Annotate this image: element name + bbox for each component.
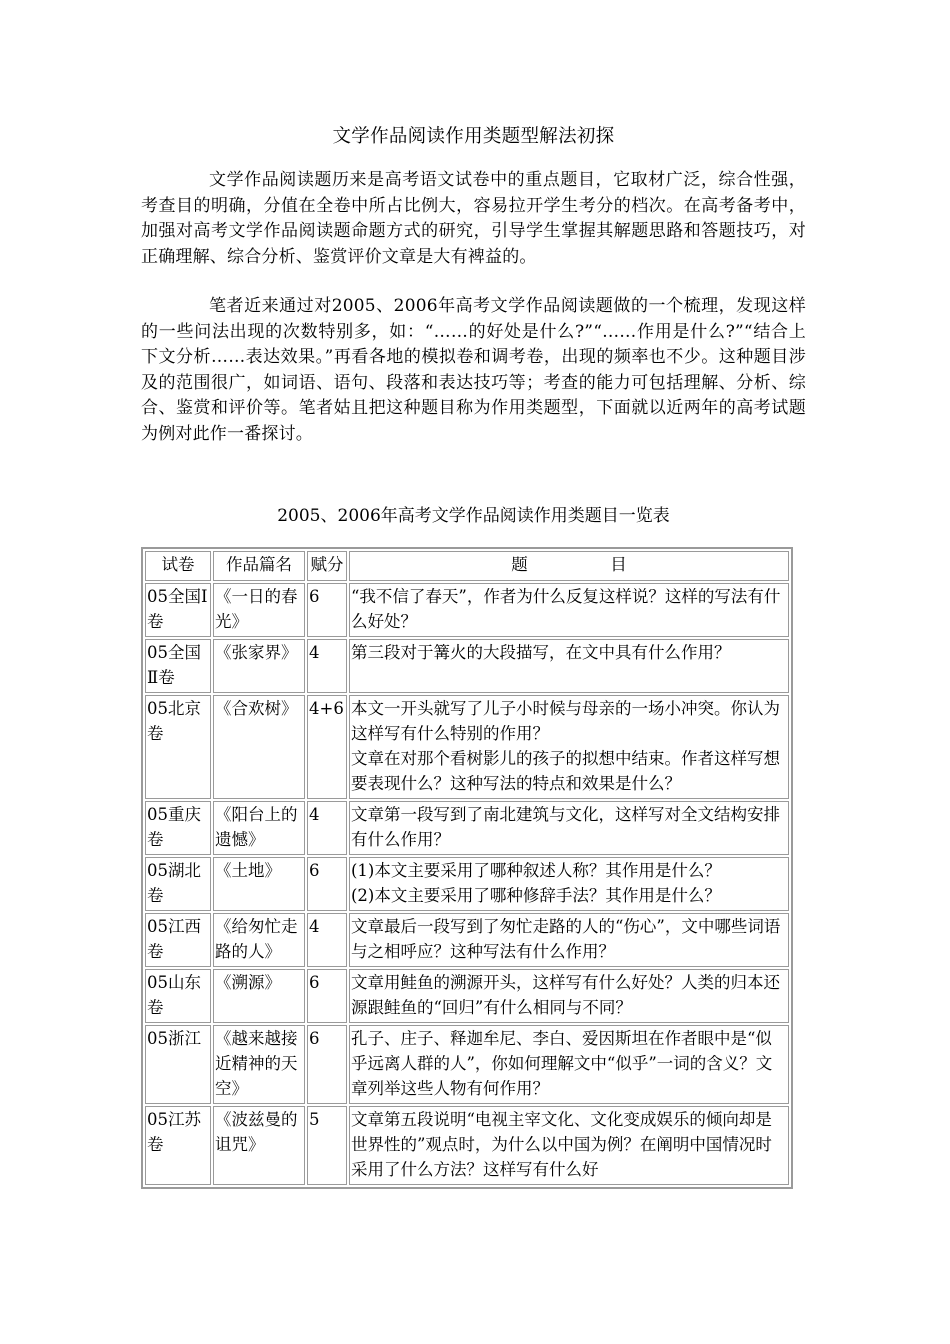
cell-score: 6	[307, 1025, 347, 1104]
table-row	[145, 857, 789, 911]
cell-work: 《合欢树》	[213, 695, 305, 799]
cell-questions	[349, 857, 789, 911]
cell-questions	[349, 1106, 789, 1185]
question-text: 文章最后一段写到了匆忙走路的人的“伤心”，文中哪些词语与之相呼应？这种写法有什么作用？	[351, 917, 781, 961]
header-questions: 题 目	[349, 551, 789, 581]
cell-score: 4	[307, 801, 347, 855]
question-text: (1)本文主要采用了哪种叙述人称？其作用是什么？	[351, 861, 721, 880]
table-row	[145, 695, 789, 799]
cell-questions	[349, 695, 789, 799]
table-caption: 2005、2006年高考文学作品阅读作用类题目一览表	[277, 506, 670, 526]
cell-work: 《一日的春光》	[213, 583, 305, 637]
cell-paper: 05全国Ⅱ卷	[145, 639, 211, 693]
cell-work: 《越来越接近精神的天空》	[213, 1025, 305, 1104]
question-text: 第三段对于篝火的大段描写，在文中具有什么作用？	[351, 643, 731, 662]
paragraph-overview: 笔者近来通过对2005、2006年高考文学作品阅读题做的一个梳理，发现这样的一些问法出现的次数特别多，如：“……的好处是什么?”“……作用是什么?”“结合上下文分析……表达效果。”再看各地的模拟卷和调考卷，出现的频率也不少。这种题目涉及的范围很广，如词语、语句、段落和表达技巧等；考查的能力可包括理解、分析、综合、鉴赏和评价等。笔者姑且把这种题目称为作用类题型，下面就以近两年的高考试题为例对此作一番探讨。	[141, 296, 806, 444]
table-row	[145, 1106, 789, 1185]
cell-work: 《波兹曼的诅咒》	[213, 1106, 305, 1185]
cell-questions	[349, 583, 789, 637]
cell-paper: 05北京卷	[145, 695, 211, 799]
cell-score: 6	[307, 857, 347, 911]
header-paper: 试卷	[145, 551, 211, 581]
table-row	[145, 913, 789, 967]
cell-score: 4	[307, 639, 347, 693]
question-text: 本文一开头就写了儿子小时候与母亲的一场小冲突。你认为这样写有什么特别的作用？	[351, 699, 780, 743]
cell-score: 4+6	[307, 695, 347, 799]
cell-questions	[349, 913, 789, 967]
header-work: 作品篇名	[213, 551, 305, 581]
question-text: 文章第一段写到了南北建筑与文化，这样写对全文结构安排有什么作用？	[351, 805, 780, 849]
cell-score: 6	[307, 583, 347, 637]
cell-score: 4	[307, 913, 347, 967]
cell-work: 《溯源》	[213, 969, 305, 1023]
cell-work: 《张家界》	[213, 639, 305, 693]
cell-paper: 05浙江	[145, 1025, 211, 1104]
cell-paper: 05全国Ⅰ卷	[145, 583, 211, 637]
questions-table	[141, 547, 793, 1189]
question-text: 文章用鲑鱼的溯源开头，这样写有什么好处？人类的归本还源跟鲑鱼的“回归”有什么相同与不同？	[351, 973, 780, 1017]
document-page	[141, 120, 806, 1189]
table-header-row	[145, 551, 789, 581]
cell-work: 《给匆忙走路的人》	[213, 913, 305, 967]
question-text: (2)本文主要采用了哪种修辞手法？其作用是什么？	[351, 886, 721, 905]
table-row	[145, 969, 789, 1023]
table-row	[145, 639, 789, 693]
cell-paper: 05重庆卷	[145, 801, 211, 855]
table-row	[145, 1025, 789, 1104]
cell-questions	[349, 969, 789, 1023]
cell-questions	[349, 801, 789, 855]
cell-questions	[349, 639, 789, 693]
question-text: 文章第五段说明“电视主宰文化、文化变成娱乐的倾向却是世界性的”观点时，为什么以中国为例？在阐明中国情况时采用了什么方法？这样写有什么好	[351, 1110, 772, 1179]
cell-score: 5	[307, 1106, 347, 1185]
question-text: “我不信了春天”，作者为什么反复这样说？这样的写法有什么好处？	[351, 587, 781, 631]
paragraph-intro: 文学作品阅读题历来是高考语文试卷中的重点题目，它取材广泛，综合性强，考查目的明确，分值在全卷中所占比例大，容易拉开学生考分的档次。在高考备考中，加强对高考文学作品阅读题命题方式的研究，引导学生掌握其解题思路和答题技巧，对正确理解、综合分析、鉴赏评价文章是大有裨益的。	[141, 170, 806, 267]
table-row	[145, 583, 789, 637]
document-title: 文学作品阅读作用类题型解法初探	[332, 126, 615, 147]
cell-work: 《土地》	[213, 857, 305, 911]
question-text: 文章在对那个看树影儿的孩子的拟想中结束。作者这样写想要表现什么？这种写法的特点和效果是什么？	[351, 749, 780, 793]
cell-questions	[349, 1025, 789, 1104]
cell-paper: 05江西卷	[145, 913, 211, 967]
cell-paper: 05江苏卷	[145, 1106, 211, 1185]
cell-work: 《阳台上的遗憾》	[213, 801, 305, 855]
header-score: 赋分	[307, 551, 347, 581]
cell-score: 6	[307, 969, 347, 1023]
question-text: 孔子、庄子、释迦牟尼、李白、爱因斯坦在作者眼中是“似乎远离人群的人”，你如何理解文中“似乎”一词的含义？文章列举这些人物有何作用？	[351, 1029, 773, 1098]
cell-paper: 05湖北卷	[145, 857, 211, 911]
table-body	[145, 583, 789, 1185]
cell-paper: 05山东卷	[145, 969, 211, 1023]
table-row	[145, 801, 789, 855]
